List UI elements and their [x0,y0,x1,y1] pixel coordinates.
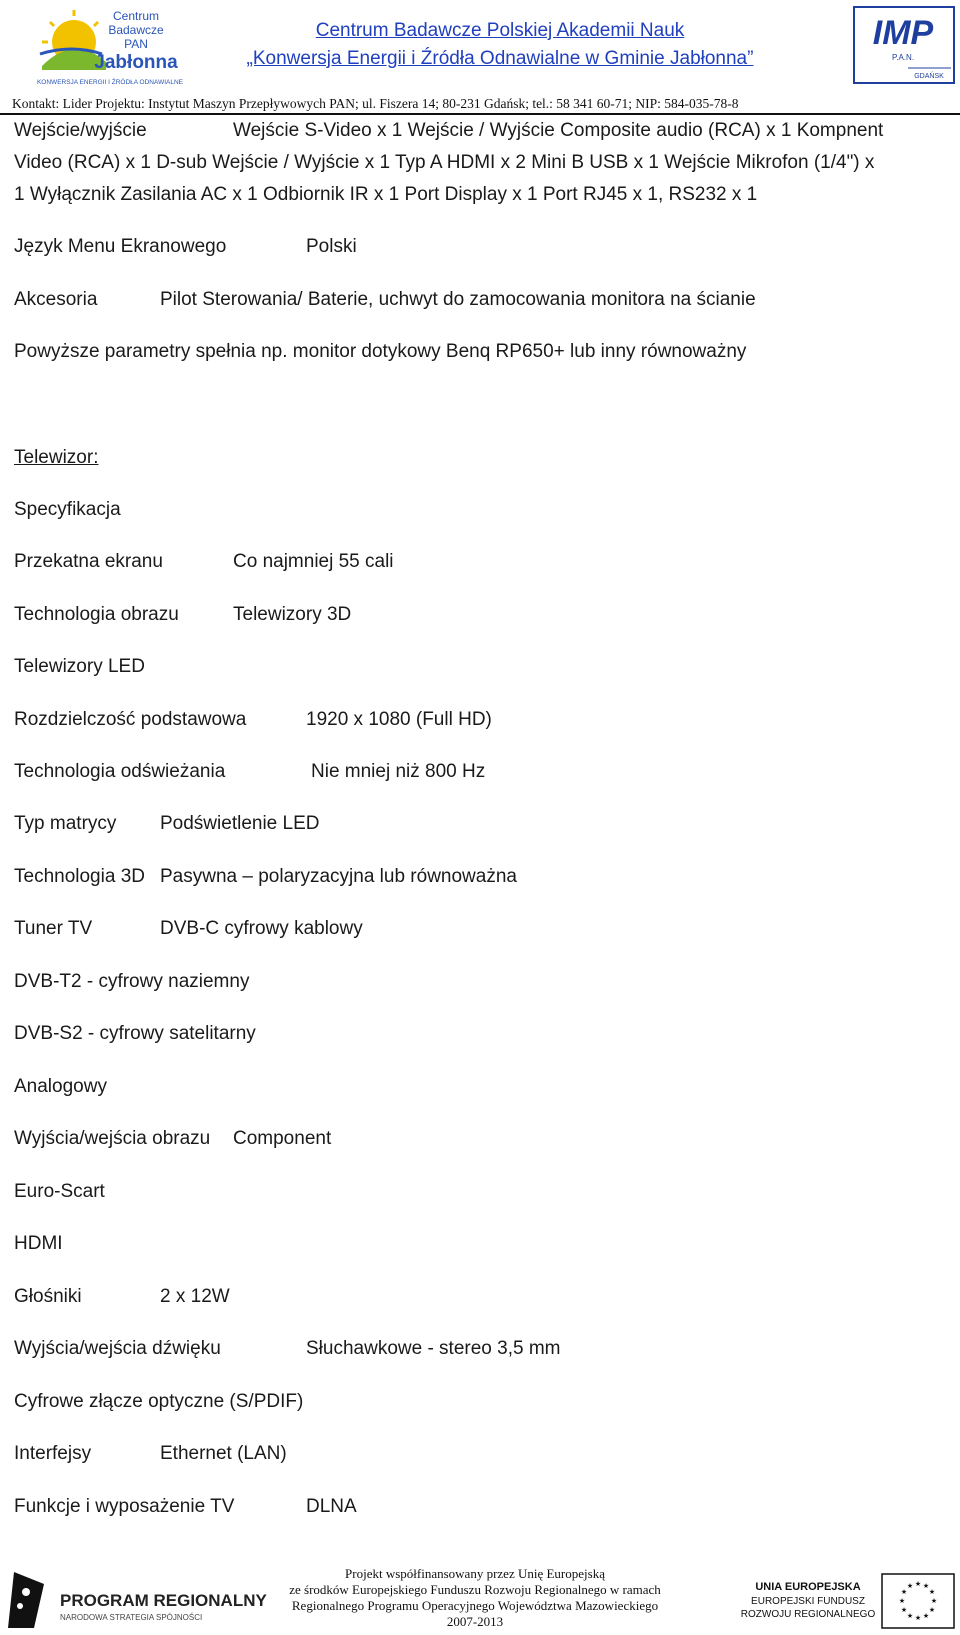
tuner-value3: DVB-S2 - cyfrowy satelitarny [14,1023,256,1044]
footer-cofinancing-note [240,1566,710,1630]
logo-tagline: KONWERSJA ENERGII I ŹRÓDŁA ODNAWIALNE [36,79,184,86]
imp-sub: P.A.N. [891,53,915,62]
eu-line1: UNIA EUROPEJSKA [755,1581,861,1593]
refresh-label: Technologia odświeżania [14,761,226,782]
logo-line1: Centrum [112,9,160,23]
svg-text:★: ★ [898,1597,906,1605]
imp-text: IMP [872,14,934,52]
if-value: Ethernet (LAN) [160,1443,287,1464]
refresh-value: Nie mniej niż 800 Hz [311,761,486,782]
t3d-label: Technologia 3D [14,866,145,887]
header-divider [0,113,960,115]
tuner-value4: Analogowy [14,1076,107,1097]
imp-city: GDAŃSK [914,73,944,80]
footer-line3: Regionalnego Programu Operacyjnego Województwa Mazowieckiego [291,1598,659,1613]
svg-text:★: ★ [914,1614,922,1622]
svg-text:★: ★ [922,1612,930,1620]
header-title-line1: Centrum Badawcze Polskiej Akademii Nauk [315,20,685,41]
res-label: Rozdzielczość podstawowa [14,709,247,730]
vid-value2: Euro-Scart [14,1181,105,1202]
acc-value: Pilot Sterowania/ Baterie, uchwyt do zamocowania monitora na ścianie [160,289,756,310]
contact-line: Kontakt: Lider Projektu: Instytut Maszyn Przepływowych PAN; ul. Fiszera 14; 80-231 Gdańsk; tel.: 58 341 60-71; NIP: 584-035-78-8 [12,96,739,111]
aud-value1: Słuchawkowe - stereo 3,5 mm [306,1338,561,1359]
tuner-value2: DVB-T2 - cyfrowy naziemny [14,971,250,992]
svg-text:★: ★ [928,1588,936,1596]
aud-value2: Cyfrowe złącze optyczne (S/PDIF) [14,1391,304,1412]
footer-line4: 2007-2013 [446,1614,504,1629]
io-line2: Video (RCA) x 1 D-sub Wejście / Wyjście x 1 Typ A HDMI x 2 Mini B USB x 1 Wejście Mikrofon (1/4") x [14,152,875,173]
svg-text:★: ★ [900,1606,908,1614]
eu-line2: EUROPEJSKI FUNDUSZ [751,1596,865,1607]
footer-line1: Projekt współfinansowany przez Unię Europejską [345,1566,605,1581]
io-line3: 1 Wyłącznik Zasilania AC x 1 Odbiornik IR x 1 Port Display x 1 Port RJ45 x 1, RS232 x 1 [14,184,758,205]
spec-label: Specyfikacja [14,499,121,520]
acc-label: Akcesoria [14,289,98,310]
svg-text:★: ★ [906,1582,914,1590]
spk-label: Głośniki [14,1286,82,1307]
svg-text:★: ★ [914,1580,922,1588]
svg-text:★: ★ [930,1597,938,1605]
eu-line3: ROZWOJU REGIONALNEGO [740,1609,876,1620]
svg-text:★: ★ [928,1606,936,1614]
screen-value: Co najmniej 55 cali [233,551,394,572]
logo-name: Jabłonna [94,52,178,73]
func-value: DLNA [306,1496,357,1517]
logo-line3: PAN [124,37,148,51]
footer-line2: ze środków Europejskiego Funduszu Rozwoju Regionalnego w ramach [289,1582,661,1597]
svg-text:★: ★ [906,1612,914,1620]
program-regionalny-sub: NARODOWA STRATEGIA SPÓJNOŚCI [60,1613,203,1622]
tv-heading: Telewizor: [14,447,99,468]
svg-text:★: ★ [922,1582,930,1590]
t3d-value: Pasywna – polaryzacyjna lub równoważna [160,866,517,887]
program-regionalny-logo [4,1570,267,1630]
tuner-label: Tuner TV [14,918,93,939]
aud-label: Wyjścia/wejścia dźwięku [14,1338,221,1359]
tech-value: Telewizory 3D [233,604,352,625]
io-line1: Wejście S-Video x 1 Wejście / Wyjście Composite audio (RCA) x 1 Kompnent [233,120,884,141]
vid-value3: HDMI [14,1233,63,1254]
func-label: Funkcje i wyposażenie TV [14,1496,235,1517]
res-value: 1920 x 1080 (Full HD) [306,709,492,730]
matrix-value: Podświetlenie LED [160,813,320,834]
tuner-value1: DVB-C cyfrowy kablowy [160,918,363,939]
vid-label: Wyjścia/wejścia obrazu [14,1128,211,1149]
imp-pan-logo [853,6,955,84]
spk-value: 2 x 12W [160,1286,230,1307]
header-title-line2: „Konwersja Energii i Źródła Odnawialne w Gminie Jabłonna” [246,48,754,69]
io-label: Wejście/wyjście [14,120,147,141]
logo-line2: Badawcze [108,23,164,37]
menu-label: Język Menu Ekranowego [14,236,227,257]
tech-label: Technologia obrazu [14,604,179,625]
if-label: Interfejsy [14,1443,92,1464]
svg-text:★: ★ [900,1588,908,1596]
eu-fund-logo [740,1572,956,1632]
tech-value2: Telewizory LED [14,656,145,677]
screen-label: Przekatna ekranu [14,551,163,572]
matrix-label: Typ matrycy [14,813,117,834]
monitor-note: Powyższe parametry spełnia np. monitor dotykowy Benq RP650+ lub inny równoważny [14,341,747,362]
vid-value1: Component [233,1128,332,1149]
centrum-badawcze-logo [32,4,194,88]
program-regionalny-text: PROGRAM REGIONALNY [60,1591,267,1610]
menu-value: Polski [306,236,357,257]
